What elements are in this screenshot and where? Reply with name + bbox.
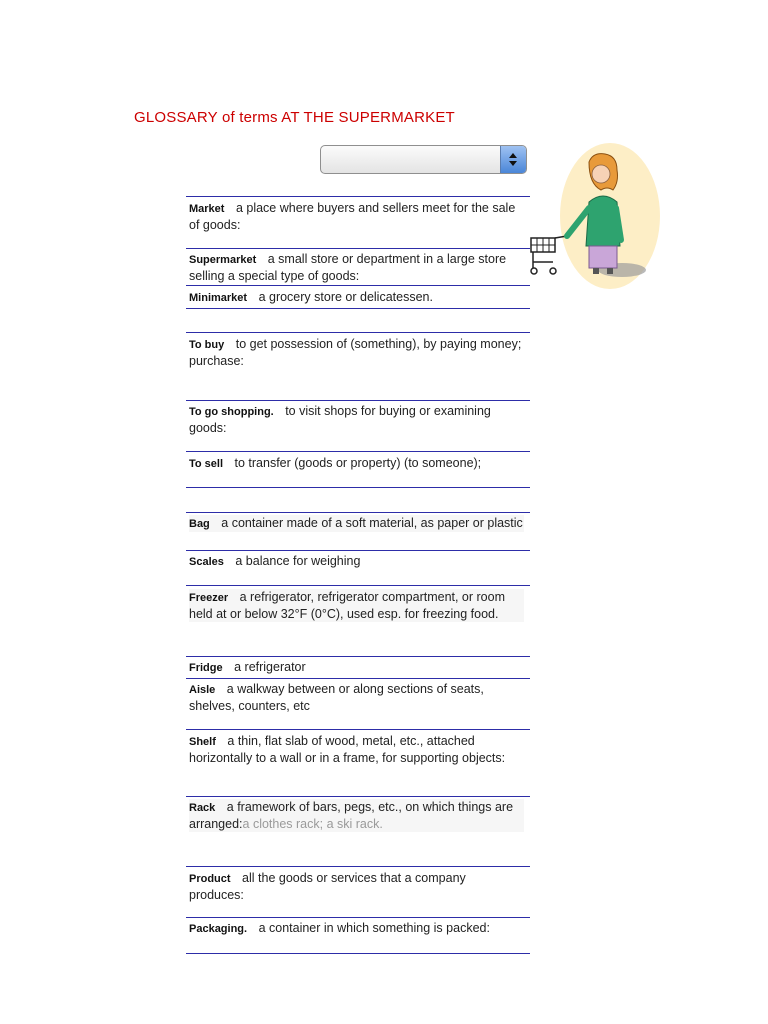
entry-term: Shelf xyxy=(189,736,216,748)
glossary-entry-packaging xyxy=(189,920,524,937)
entry-term: To go shopping. xyxy=(189,406,274,418)
glossary-entry-scales xyxy=(189,553,524,570)
glossary-entry-bag xyxy=(189,515,524,532)
glossary-entry-aisle xyxy=(189,681,524,714)
glossary-entry-shelf xyxy=(189,733,524,766)
entry-definition: a refrigerator, refrigerator compartment, or room held at or below 32°F (0°C), used esp. for freezing food. xyxy=(189,590,505,621)
entry-definition: a place where buyers and sellers meet for the sale of goods: xyxy=(189,201,516,232)
chevron-up-icon xyxy=(509,153,517,158)
entry-definition: all the goods or services that a company produces: xyxy=(189,871,466,902)
glossary-entry-market xyxy=(189,200,524,233)
entry-definition: a container made of a soft material, as paper or plastic xyxy=(221,516,523,530)
row-divider xyxy=(186,451,530,452)
entry-term: Fridge xyxy=(189,662,223,674)
row-divider xyxy=(186,656,530,657)
glossary-entry-freezer xyxy=(189,589,524,622)
row-divider xyxy=(186,308,530,309)
entry-definition: a container in which something is packed: xyxy=(258,921,490,935)
entry-definition: a small store or department in a large store selling a special type of goods: xyxy=(189,252,507,283)
glossary-entry-minimarket xyxy=(189,289,524,306)
row-divider xyxy=(186,796,530,797)
row-divider xyxy=(186,678,530,679)
entry-term: Rack xyxy=(189,802,216,814)
entry-term: Minimarket xyxy=(189,292,248,304)
row-divider xyxy=(186,917,530,918)
entry-definition-extra: purchase: xyxy=(189,354,244,368)
glossary-entry-to-go-shopping xyxy=(189,403,524,436)
row-divider xyxy=(186,487,530,488)
row-divider xyxy=(186,400,530,401)
entry-definition: a thin, flat slab of wood, metal, etc., attached horizontally to a wall or in a frame, for supporting objects: xyxy=(189,734,506,765)
entry-term: To buy xyxy=(189,339,225,351)
term-select[interactable] xyxy=(320,145,527,174)
row-divider xyxy=(186,332,530,333)
entry-definition: a walkway between or along sections of seats, shelves, counters, etc xyxy=(189,682,484,713)
row-divider xyxy=(186,953,530,954)
entry-definition: to get possession of (something), by paying money; xyxy=(235,337,522,351)
entry-definition: to transfer (goods or property) (to someone); xyxy=(234,456,482,470)
entry-example: a clothes rack; a ski rack. xyxy=(242,817,383,831)
row-divider xyxy=(186,550,530,551)
glossary-entry-to-sell xyxy=(189,455,524,472)
entry-definition: a framework of bars, pegs, etc., on which things are arranged: xyxy=(189,800,514,831)
glossary-entry-supermarket xyxy=(189,251,524,284)
entry-definition: a grocery store or delicatessen. xyxy=(258,290,433,304)
row-divider xyxy=(186,248,530,249)
row-divider xyxy=(186,729,530,730)
glossary-entry-to-buy xyxy=(189,336,524,369)
glossary-entry-fridge xyxy=(189,659,524,676)
entry-term: Bag xyxy=(189,518,210,530)
entry-term: Packaging. xyxy=(189,923,248,935)
entry-term: Product xyxy=(189,873,231,885)
glossary-entry-product xyxy=(189,870,524,903)
entry-term: Freezer xyxy=(189,592,229,604)
page-title: GLOSSARY of terms AT THE SUPERMARKET xyxy=(134,109,455,126)
entry-term: Scales xyxy=(189,556,224,568)
entry-term: To sell xyxy=(189,458,224,470)
row-divider xyxy=(186,866,530,867)
select-stepper-button[interactable] xyxy=(500,146,526,173)
shopper-illustration xyxy=(527,140,662,292)
entry-definition: a refrigerator xyxy=(234,660,306,674)
entry-term: Aisle xyxy=(189,684,216,696)
chevron-down-icon xyxy=(509,161,517,166)
row-divider xyxy=(186,585,530,586)
row-divider xyxy=(186,196,530,197)
glossary-entry-rack xyxy=(189,799,524,832)
entry-term: Supermarket xyxy=(189,254,257,266)
row-divider xyxy=(186,285,530,286)
entry-term: Market xyxy=(189,203,225,215)
row-divider xyxy=(186,512,530,513)
entry-definition: a balance for weighing xyxy=(235,554,361,568)
entry-definition: to visit shops for buying or examining goods: xyxy=(189,404,491,435)
